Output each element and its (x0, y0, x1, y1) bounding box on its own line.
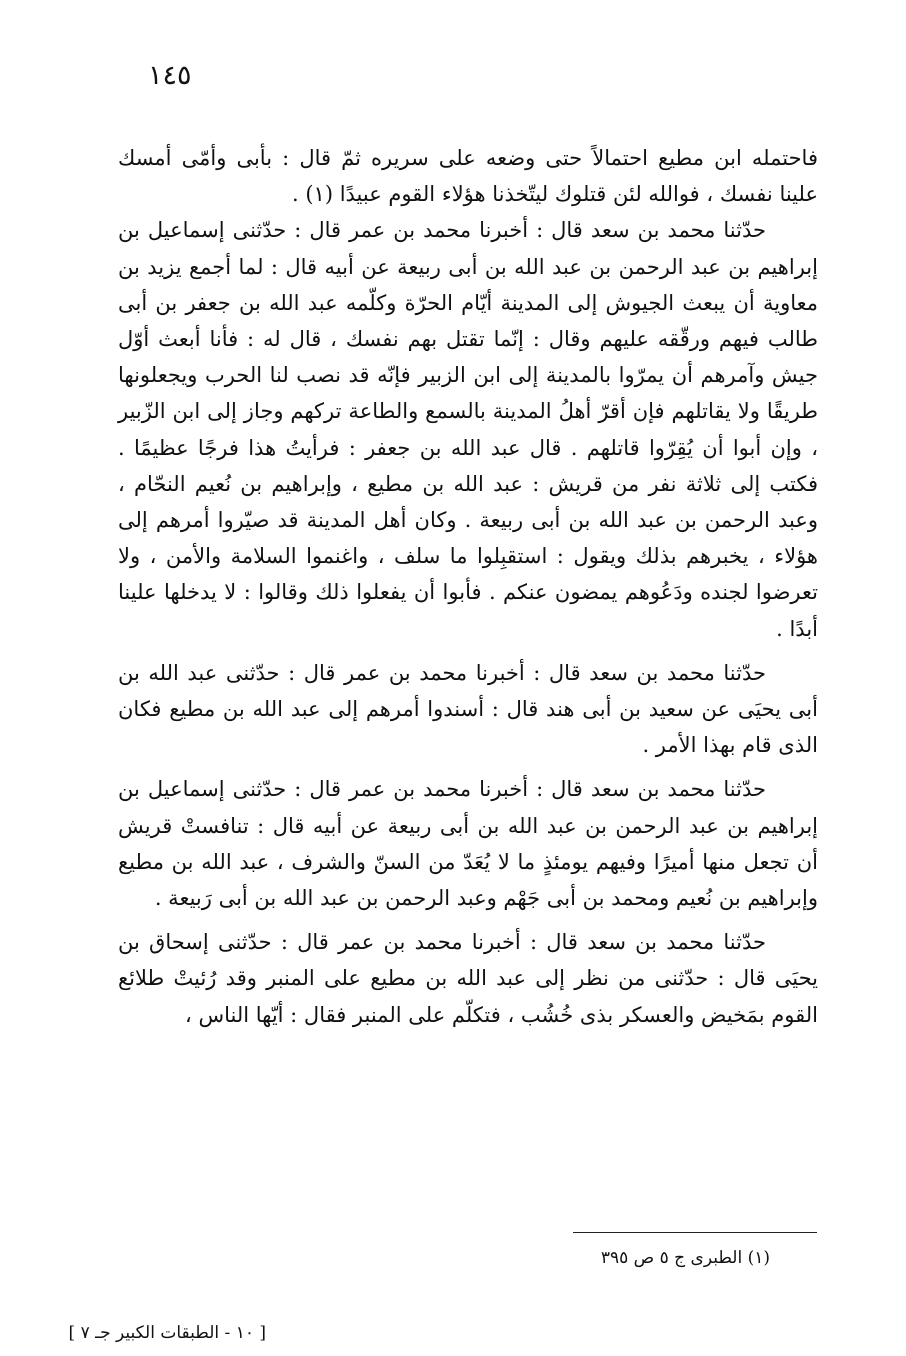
text-line: القوم بمَخيض والعسكر بذى خُشُب ، فتكلّم على المنبر فقال : أيّها الناس ، (185, 1002, 818, 1027)
text-line: وإبراهيم بن نُعيم ومحمد بن أبى جَهْم وعبد الرحمن بن عبد الله بن أبى رَبيعة . (154, 886, 818, 911)
main-text (118, 140, 818, 1033)
text-line: فكتب إلى ثلاثة نفر من قريش : عبد الله بن مطيع ، وإبراهيم بن نُعيم النحّام ، (118, 471, 818, 496)
text-line: فاحتمله ابن مطيع احتمالاً حتى وضعه على سريره ثمّ قال : بأبى وأمّى أمسك علينا (118, 146, 818, 207)
paragraph (118, 655, 818, 764)
text-line: معاوية أن يبعث الجيوش إلى المدينة أيّام الحرّة وكلّمه عبد الله بن جعفر بن أبى (118, 290, 818, 315)
text-line: تجعل منها أميرًا وفيهم يومئذٍ ما لا يُعَدّ من السنّ والشرف ، عبد الله بن مطيع (118, 849, 790, 874)
text-line: حدّثنا محمد بن سعد قال : أخبرنا محمد بن عمر قال : حدّثنى إسحاق بن (118, 930, 766, 955)
paragraph (118, 771, 818, 916)
text-line: ولا تعرضوا لجنده ودَعُوهم يمضون عنكم . فأبوا أن يفعلوا ذلك وقالوا : لا يدخلها (118, 544, 818, 605)
text-line: أبى يحيَى عن سعيد بن أبى هند قال : أسندوا أمرهم إلى عبد الله بن مطيع فكان (118, 697, 818, 722)
signature-line: [ ١٠ - الطبقات الكبير جـ ٧ ] (68, 1323, 266, 1343)
text-line: إبراهيم بن عبد الرحمن بن عبد الله بن أبى ربيعة عن أبيه قال : لما أجمع يزيد بن (118, 254, 818, 279)
text-line: علينا أبدًا . (118, 580, 818, 641)
paragraph (118, 140, 818, 212)
text-line: حدّثنا محمد بن سعد قال : أخبرنا محمد بن عمر قال : حدّثنى عبد الله بن (118, 660, 766, 685)
footnote-divider (573, 1232, 817, 1233)
text-line: طريقًا ولا يقاتلهم فإن أقرّ أهلُ المدينة بالسمع والطاعة تركهم وجاز إلى ابن الزّبير ، (118, 399, 818, 460)
paragraph (118, 924, 818, 1033)
text-line: إبراهيم بن عبد الرحمن بن عبد الله بن أبى ربيعة عن أبيه قال : تنافستْ قريش أن (118, 813, 818, 874)
text-line: حدّثنا محمد بن سعد قال : أخبرنا محمد بن عمر قال : حدّثنى إسماعيل بن (118, 777, 766, 802)
text-line: الذى قام بهذا الأمر . (642, 733, 818, 758)
text-line: يحيَى قال : حدّثنى من نظر إلى عبد الله بن مطيع على المنبر وقد رُئيتْ طلائع (118, 966, 818, 991)
text-line: هؤلاء ، يخبرهم بذلك ويقول : استقبِلوا ما سلف ، واغنموا السلامة والأمن ، (149, 544, 818, 569)
text-line: حدّثنا محمد بن سعد قال : أخبرنا محمد بن عمر قال : حدّثنى إسماعيل بن (118, 218, 766, 243)
text-line: وإن أبوا أن يُقِرّوا قاتلهم . قال عبد الله بن جعفر : فرأيتُ هذا فرجًا عظيمًا . (118, 435, 802, 460)
footnote: (١) الطبرى ج ٥ ص ٣٩٥ (600, 1248, 770, 1268)
text-line: طالب فيهم ورقّقه عليهم وقال : إنّما تقتل بهم نفسك ، قال له : فأنا أبعث أوّل (118, 327, 818, 352)
text-line: جيش وآمرهم أن يمرّوا بالمدينة إلى ابن الزبير فإنّه قد نصب لنا الحرب ويجعلونها (118, 363, 818, 388)
text-line: وعبد الرحمن بن عبد الله بن أبى ربيعة . وكان أهل المدينة قد صيّروا أمرهم إلى (118, 508, 818, 533)
paragraph (118, 212, 818, 646)
page-number: ١٤٥ (148, 60, 192, 91)
text-line: نفسك ، فوالله لئن قتلوك ليتّخذنا هؤلاء القوم عبيدًا (١) . (292, 182, 773, 207)
